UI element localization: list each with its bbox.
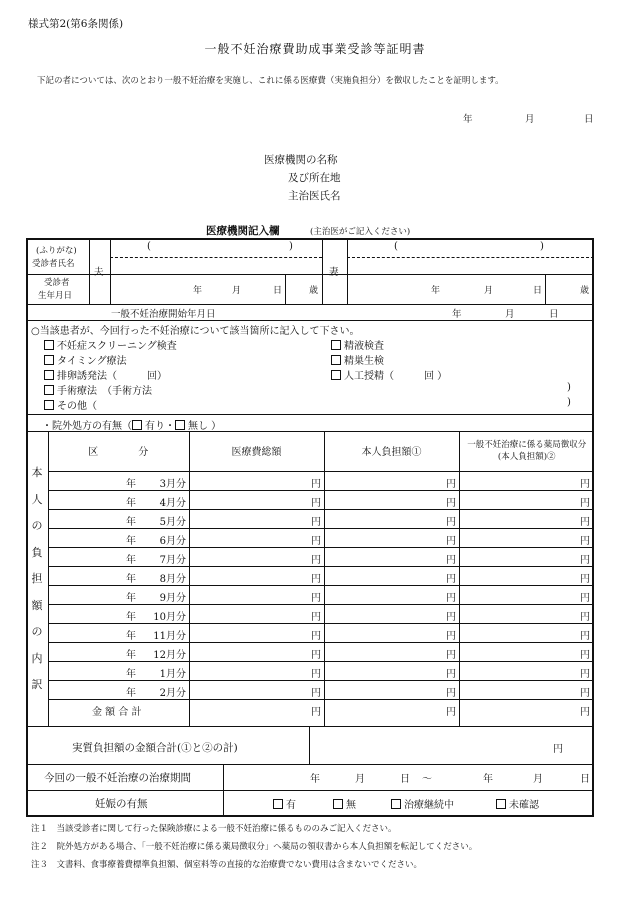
row-year: 年	[126, 498, 136, 509]
note-3: 注３ 文書料、食事療養費標準負担額、個室料等の直接的な治療費でない費用は含まないでください。	[31, 860, 423, 870]
self-pay-cell-yen[interactable]: 円	[446, 479, 456, 490]
row-month: 3月分	[159, 479, 186, 490]
col-header-pharmacy: 一般不妊治療に係る薬局徴収分(本人負担額)②	[459, 431, 594, 471]
table-row	[48, 665, 594, 679]
total-row	[48, 703, 594, 717]
row-year: 年	[126, 612, 136, 623]
cost-cell-yen[interactable]: 円	[311, 498, 321, 509]
row-month: 2月分	[159, 688, 186, 699]
treatment-other[interactable]: その他（	[44, 397, 97, 412]
row-month: 4月分	[159, 498, 186, 509]
pharmacy-cell-yen[interactable]: 円	[580, 593, 590, 604]
table-row	[48, 513, 594, 527]
table-row	[48, 551, 594, 565]
row-year: 年	[126, 479, 136, 490]
treatment-surgery[interactable]: 手術療法 （手術方法	[44, 382, 152, 397]
row-year: 年	[126, 593, 136, 604]
row-month: 11月分	[153, 631, 186, 642]
cost-cell-yen[interactable]: 円	[311, 650, 321, 661]
clinic-address-label: 及び所在地	[288, 172, 341, 184]
table-row	[48, 570, 594, 584]
intro-text: 下記の者については、次のとおり一般不妊治療を実施し、これに係る医療費（実施負担分）を徴収したことを証明します。	[37, 76, 504, 86]
net-total-yen[interactable]: 円	[553, 744, 563, 755]
self-pay-cell-yen[interactable]: 円	[446, 555, 456, 566]
clinic-name-label: 医療機関の名称	[264, 154, 338, 166]
husband-furigana-close: )	[289, 241, 293, 252]
row-month: 1月分	[159, 669, 186, 680]
self-pay-cell-yen[interactable]: 円	[446, 688, 456, 699]
wife-birth-day: 日	[533, 286, 543, 296]
pharmacy-cell-yen[interactable]: 円	[580, 707, 590, 718]
cost-cell-yen[interactable]: 円	[311, 536, 321, 547]
husband-birth-year: 年	[193, 286, 203, 296]
self-pay-cell-yen[interactable]: 円	[446, 707, 456, 718]
cert-month: 月	[525, 114, 535, 125]
row-year: 年	[126, 688, 136, 699]
self-pay-cell-yen[interactable]: 円	[446, 574, 456, 585]
row-year: 年	[126, 650, 136, 661]
row-month: 10月分	[153, 612, 186, 623]
form-label: 様式第2(第6条関係)	[28, 18, 124, 30]
pharmacy-cell-yen[interactable]: 円	[580, 574, 590, 585]
period-tilde: 〜	[422, 774, 432, 785]
wife-furigana-open: (	[394, 241, 398, 252]
net-total-label: 実質負担額の金額合計(①と②の計)	[72, 742, 238, 754]
outside-rx-no-checkbox[interactable]	[175, 420, 185, 430]
self-pay-cell-yen[interactable]: 円	[446, 593, 456, 604]
pharmacy-cell-yen[interactable]: 円	[580, 669, 590, 680]
table-row	[48, 532, 594, 546]
pregnancy-continuing[interactable]: 治療継続中	[391, 796, 454, 811]
row-month: 9月分	[159, 593, 186, 604]
cost-cell-yen[interactable]: 円	[311, 688, 321, 699]
husband-age: 歳	[309, 286, 319, 296]
period-start-year: 年	[310, 774, 320, 785]
self-pay-cell-yen[interactable]: 円	[446, 631, 456, 642]
wife-birth-month: 月	[484, 286, 494, 296]
cert-day: 日	[584, 114, 594, 125]
wife-age: 歳	[580, 286, 590, 296]
self-pay-cell-yen[interactable]: 円	[446, 669, 456, 680]
pharmacy-cell-yen[interactable]: 円	[580, 631, 590, 642]
wife-furigana-close: )	[540, 241, 544, 252]
start-date-month: 月	[505, 309, 515, 320]
col-header-category: 区 分	[48, 431, 189, 471]
surgery-close-paren: )	[567, 382, 571, 393]
cost-cell-yen[interactable]: 円	[311, 574, 321, 585]
pregnancy-yes[interactable]: 有	[273, 796, 296, 811]
outside-rx-yes-checkbox[interactable]	[132, 420, 142, 430]
self-pay-cell-yen[interactable]: 円	[446, 650, 456, 661]
row-month: 7月分	[159, 555, 186, 566]
cost-cell-yen[interactable]: 円	[311, 555, 321, 566]
treatment-semen-test[interactable]: 精液検査	[331, 337, 384, 352]
pregnancy-unconfirmed[interactable]: 未確認	[496, 796, 539, 811]
cost-cell-yen[interactable]: 円	[311, 479, 321, 490]
self-pay-cell-yen[interactable]: 円	[446, 612, 456, 623]
start-date-label: 一般不妊治療開始年月日	[111, 309, 216, 320]
pharmacy-cell-yen[interactable]: 円	[580, 612, 590, 623]
table-row	[48, 646, 594, 660]
husband-label: 夫	[94, 267, 104, 278]
wife-label: 妻	[329, 267, 339, 278]
total-label: 金 額 合 計	[92, 707, 142, 718]
treatment-timing[interactable]: タイミング療法	[44, 352, 127, 367]
husband-furigana-open: (	[147, 241, 151, 252]
self-pay-cell-yen[interactable]: 円	[446, 498, 456, 509]
pharmacy-cell-yen[interactable]: 円	[580, 536, 590, 547]
husband-birth-month: 月	[232, 286, 242, 296]
table-row	[48, 608, 594, 622]
wife-birth-year: 年	[431, 286, 441, 296]
treatment-ovulation[interactable]: 排卵誘発法（ 回）	[44, 367, 167, 382]
birth-label-1: 受診者	[44, 278, 70, 288]
pharmacy-cell-yen[interactable]: 円	[580, 498, 590, 509]
pharmacy-cell-yen[interactable]: 円	[580, 650, 590, 661]
furigana-label: (ふりがな)	[36, 246, 77, 256]
col-header-total-cost: 医療費総額	[189, 431, 324, 471]
section-note: (主治医がご記入ください)	[310, 227, 411, 237]
table-row	[48, 627, 594, 641]
start-date-year: 年	[452, 309, 462, 320]
period-end-month: 月	[533, 774, 543, 785]
pharmacy-cell-yen[interactable]: 円	[580, 688, 590, 699]
start-date-day: 日	[549, 309, 559, 320]
outside-rx-row: ・院外処方の有無（ 有り・ 無し ）	[42, 421, 222, 432]
row-year: 年	[126, 669, 136, 680]
table-row	[48, 589, 594, 603]
birth-label-2: 生年月日	[38, 291, 73, 301]
period-end-year: 年	[483, 774, 493, 785]
table-row	[48, 684, 594, 698]
cost-cell-yen[interactable]: 円	[311, 517, 321, 528]
cert-year: 年	[463, 114, 473, 125]
row-year: 年	[126, 517, 136, 528]
cost-cell-yen[interactable]: 円	[311, 707, 321, 718]
husband-birth-day: 日	[273, 286, 283, 296]
col-header-self-pay: 本人負担額①	[324, 431, 459, 471]
table-row	[48, 494, 594, 508]
row-year: 年	[126, 536, 136, 547]
self-pay-cell-yen[interactable]: 円	[446, 517, 456, 528]
treatment-insemination[interactable]: 人工授精（ 回 ）	[331, 367, 447, 382]
breakdown-table	[48, 431, 594, 472]
row-month: 6月分	[159, 536, 186, 547]
table-row	[48, 475, 594, 489]
pharmacy-cell-yen[interactable]: 円	[580, 479, 590, 490]
row-year: 年	[126, 555, 136, 566]
pregnancy-no[interactable]: 無	[333, 796, 356, 811]
treatment-screening[interactable]: 不妊症スクリーニング検査	[44, 337, 177, 352]
row-month: 12月分	[153, 650, 186, 661]
pharmacy-cell-yen[interactable]: 円	[580, 555, 590, 566]
breakdown-side-label: 本 人 の 負 担 額 の 内 訳	[31, 466, 43, 691]
page-title: 一般不妊治療費助成事業受診等証明書	[204, 42, 426, 56]
note-1: 注１ 当該受診者に関して行った保険診療による一般不妊治療に係るもののみご記入ください。	[31, 824, 397, 834]
cost-cell-yen[interactable]: 円	[311, 612, 321, 623]
cost-cell-yen[interactable]: 円	[311, 631, 321, 642]
table-header-row	[48, 431, 594, 471]
pregnancy-label: 妊娠の有無	[95, 798, 148, 810]
doctor-name-label: 主治医氏名	[288, 190, 341, 202]
row-month: 8月分	[159, 574, 186, 585]
instruction-text: ○当該患者が、今回行った不妊治療について該当箇所に記入して下さい。	[31, 326, 360, 337]
period-label: 今回の一般不妊治療の治療期間	[44, 772, 191, 784]
cost-cell-yen[interactable]: 円	[311, 593, 321, 604]
row-year: 年	[126, 631, 136, 642]
other-close-paren: )	[567, 397, 571, 408]
pharmacy-cell-yen[interactable]: 円	[580, 517, 590, 528]
note-2: 注２ 院外処方がある場合、「一般不妊治療に係る薬局徴収分」へ薬局の領収書から本人負担額を転記してください。	[31, 842, 478, 852]
period-start-day: 日	[400, 774, 410, 785]
section-title: 医療機関記入欄	[206, 225, 280, 237]
patient-name-label: 受診者氏名	[32, 259, 75, 269]
period-start-month: 月	[355, 774, 365, 785]
row-month: 5月分	[159, 517, 186, 528]
row-year: 年	[126, 574, 136, 585]
period-end-day: 日	[580, 774, 590, 785]
treatment-testis-biopsy[interactable]: 精巣生検	[331, 352, 384, 367]
self-pay-cell-yen[interactable]: 円	[446, 536, 456, 547]
cost-cell-yen[interactable]: 円	[311, 669, 321, 680]
